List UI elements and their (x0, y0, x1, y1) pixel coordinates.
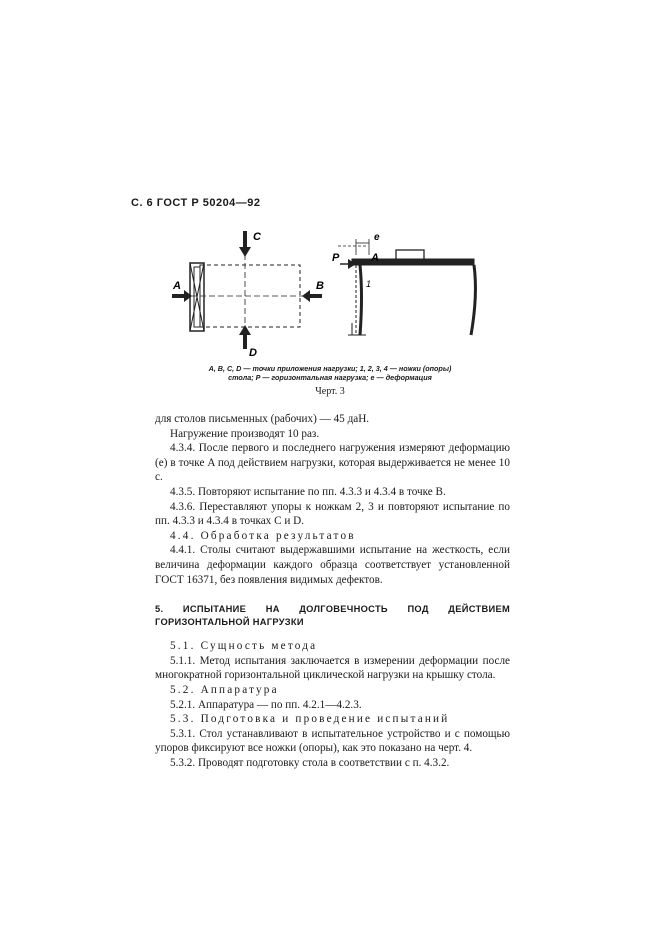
figure-caption (160, 364, 500, 382)
label-b: B (316, 280, 324, 292)
paragraph: 4.4.1. Столы считают выдержавшими испытание на жесткость, если величина деформации каждого образца соответствует установленной ГОСТ 16371, без появления видимых дефектов. (155, 544, 510, 586)
paragraph: 5.1.1. Метод испытания заключается в измерении деформации после многократной горизонтальной циклической нагрузки на крышку стола. (155, 654, 510, 682)
figure-3 (160, 225, 500, 365)
label-a-side: A (371, 252, 379, 264)
paragraph: 5.2.1. Аппаратура — по пп. 4.2.1—4.2.3. (170, 698, 362, 711)
label-e: e (374, 232, 380, 243)
subsection-heading: 4.4. Обработка результатов (170, 529, 356, 542)
paragraph: 5.3.1. Стол устанавливают в испытательное устройство и с помощью упоров фиксируют все ножки (опоры), как это показано на черт. 4. (155, 727, 510, 755)
caption-line-1: A, B, C, D — точки приложения нагрузки; 1, 2, 3, 4 — ножки (опоры) (208, 364, 452, 373)
figure-title: Черт. 3 (315, 386, 345, 397)
arrow-d (239, 325, 251, 349)
paragraph: 4.3.5. Повторяют испытание по пп. 4.3.3 и 4.3.4 в точке B. (170, 485, 446, 498)
section-heading: 5. ИСПЫТАНИЕ НА ДОЛГОВЕЧНОСТЬ ПОД ДЕЙСТВИЕМ ГОРИЗОНТАЛЬНОЙ НАГРУЗКИ (155, 604, 510, 628)
label-1: 1 (366, 279, 372, 289)
paragraph: для столов письменных (рабочих) — 45 даН. (155, 413, 370, 425)
label-a: A (173, 280, 181, 292)
paragraph: 5.3.2. Проводят подготовку стола в соответствии с п. 4.3.2. (170, 756, 450, 769)
label-p: P (332, 252, 340, 264)
figure-3-drawing (160, 225, 500, 365)
page-header: С. 6 ГОСТ Р 50204—92 (131, 197, 261, 209)
subsection-heading: 5.2. Аппаратура (170, 683, 279, 696)
paragraph: Нагружение производят 10 раз. (170, 427, 320, 440)
side-view (338, 239, 475, 335)
arrow-c (239, 231, 251, 257)
body-text (155, 412, 510, 770)
paragraph: 4.3.6. Переставляют упоры к ножкам 2, 3 и повторяют испытание по пп. 4.3.3 и 4.3.4 в точках C и D. (155, 500, 510, 528)
label-d: D (249, 347, 257, 359)
paragraph: 4.3.4. После первого и последнего нагружения измеряют деформацию (e) в точке A под действием нагрузки, которая выдерживается не менее 10 с. (155, 442, 510, 484)
subsection-heading: 5.1. Сущность метода (170, 640, 318, 653)
subsection-heading: 5.3. Подготовка и проведение испытаний (170, 713, 450, 726)
caption-line-2: стола; P — горизонтальная нагрузка; e — деформация (228, 373, 432, 382)
label-c: C (253, 231, 261, 243)
